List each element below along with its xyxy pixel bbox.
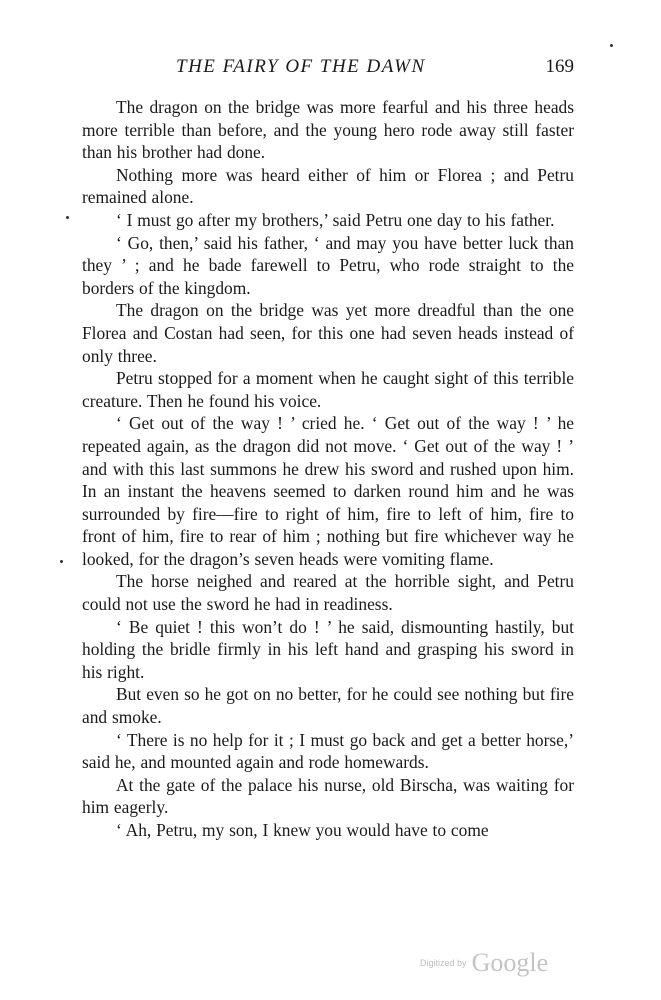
running-title: THE FAIRY OF THE DAWN (176, 56, 426, 77)
digitized-label: Digitized by (420, 958, 467, 968)
paragraph: The dragon on the bridge was more fearful and his three heads more terrible than before, and the young hero rode away still faster than his brother had done. (82, 97, 574, 163)
paragraph: ‘ Get out of the way ! ’ cried he. ‘ Get out of the way ! ’ he repeated again, as the dragon did not move. ‘ Get out of the way ! ’ and with this last summons he drew his sword and rushed upon him. In an instant the heavens seemed to darken round him and he was surrounded by fire—fire to right of him, fire to left of him, fire to front of him, fire to rear of him ; nothing but fire whichever way he looked, for the dragon’s seven heads were vomiting flame. (82, 413, 574, 569)
paragraph: ‘ Be quiet ! this won’t do ! ’ he said, dismounting hastily, but holding the bridle firmly in his left hand and grasping his sword in his right. (82, 616, 574, 682)
paragraph: ‘ I must go after my brothers,’ said Petru one day to his father. (116, 209, 555, 230)
body-text (82, 96, 574, 842)
digitized-watermark (420, 948, 548, 978)
paragraph: The dragon on the bridge was yet more dreadful than the one Florea and Costan had seen, for this one had seven heads instead of only three. (82, 300, 574, 366)
ink-speck (610, 44, 613, 47)
ink-speck (66, 216, 69, 219)
running-head (112, 56, 574, 80)
paragraph: ‘ Go, then,’ said his father, ‘ and may you have better luck than they ’ ; and he bade farewell to Petru, who rode straight to the borders of the kingdom. (82, 232, 574, 298)
paragraph: At the gate of the palace his nurse, old Birscha, was waiting for him eagerly. (82, 774, 574, 818)
paragraph: The horse neighed and reared at the horrible sight, and Petru could not use the sword he had in readiness. (82, 571, 574, 615)
google-logo: Google (471, 948, 549, 977)
paragraph: Petru stopped for a moment when he caught sight of this terrible creature. Then he found his voice. (82, 368, 574, 411)
paragraph: But even so he got on no better, for he could see nothing but fire and smoke. (82, 684, 574, 728)
page-number: 169 (545, 56, 574, 77)
ink-speck (60, 560, 63, 563)
paragraph: ‘ There is no help for it ; I must go back and get a better horse,’ said he, and mounted again and rode homewards. (82, 729, 574, 773)
paragraph: ‘ Ah, Petru, my son, I knew you would have to come (116, 820, 489, 840)
paragraph: Nothing more was heard either of him or Florea ; and Petru remained alone. (82, 164, 574, 208)
